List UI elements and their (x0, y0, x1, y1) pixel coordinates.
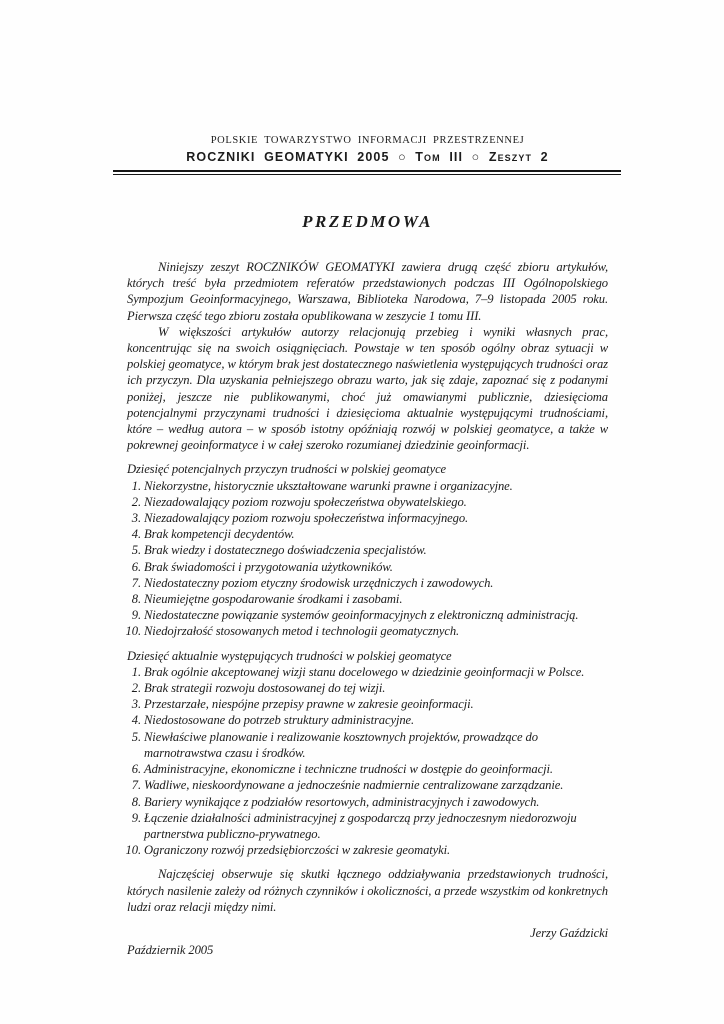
society-name: POLSKIE TOWARZYSTWO INFORMACJI PRZESTRZENNEJ (210, 135, 525, 146)
item-text: Ograniczony rozwój przedsiębiorczości w zakresie geomatyki. (144, 843, 451, 858)
paragraph-closing: Najczęściej obserwuje się skutki łącznego oddziaływania przedstawionych trudności, których nasilenie zależy od różnych czynników i okoliczności, a przede wszystkim od konkretnych ludzi oraz relacji między nimi. (127, 867, 608, 914)
list-item (127, 559, 608, 575)
list-item (127, 494, 608, 510)
item-number: 9. (131, 608, 141, 623)
item-text: Brak ogólnie akceptowanej wizji stanu docelowego w dziedzinie geoinformacji w Polsce. (144, 664, 585, 679)
list-potential-causes (127, 478, 608, 640)
journal-header (127, 135, 608, 175)
item-number: 3. (131, 697, 141, 712)
journal-issue-line: ROCZNIKI GEOMATYKI 2005 ○ Tom III ○ Zeszyt 2 (186, 150, 549, 164)
item-number: 1. (131, 664, 141, 679)
list-heading-potential-causes: Dziesięć potencjalnych przyczyn trudności w polskiej geomatyce (127, 462, 447, 477)
item-text: Bariery wynikające z podziałów resortowych, administracyjnych i zawodowych. (144, 794, 540, 809)
author-signature: Jerzy Gaździcki (530, 925, 608, 940)
list-item (127, 761, 608, 777)
item-number: 6. (131, 762, 141, 777)
list-heading-current-difficulties: Dziesięć aktualnie występujących trudności w polskiej geomatyce (127, 648, 452, 663)
item-number: 1. (131, 478, 141, 493)
item-number: 8. (131, 794, 141, 809)
list-item (127, 842, 608, 858)
item-number: 2. (131, 681, 141, 696)
item-number: 3. (131, 511, 141, 526)
date-line: Październik 2005 (127, 943, 214, 958)
item-text: Niewłaściwe planowanie i realizowanie kosztownych projektów, prowadzące do marnotrawstwa czasu i środków. (144, 729, 538, 760)
item-text: Administracyjne, ekonomiczne i techniczne trudności w dostępie do geoinformacji. (144, 762, 553, 777)
list-item (127, 607, 608, 623)
item-text: Brak wiedzy i dostatecznego doświadczenia specjalistów. (144, 543, 427, 558)
list-item (127, 664, 608, 680)
page-title: PRZEDMOWA (302, 212, 433, 231)
list-item (127, 712, 608, 728)
item-number: 2. (131, 494, 141, 509)
paragraph-intro-1: Niniejszy zeszyt ROCZNIKÓW GEOMATYKI zawiera drugą część zbioru artykułów, których treść była przedmiotem referatów przedstawionych podczas III Ogólnopolskiego Sympozjum Geoinformacyjnego, Warszawa, Biblioteka Narodowa, 7–9 listopada 2005 roku. Pierwsza część tego zbioru została opublikowana w zeszycie 1 tomu III. (127, 260, 608, 323)
item-text: Przestarzałe, niespójne przepisy prawne w zakresie geoinformacji. (144, 697, 474, 712)
list-item (127, 777, 608, 793)
item-number: 7. (131, 778, 141, 793)
list-item (127, 729, 608, 761)
item-text: Niezadowalający poziom rozwoju społeczeństwa obywatelskiego. (144, 494, 467, 509)
paragraph-intro-2: W większości artykułów autorzy relacjonują przebieg i wyniki własnych prac, koncentrując się na swoich osiągnięciach. Powstaje w ten sposób ogólny obraz sytuacji w polskiej geomatyce, w którym brak jest dostatecznego naświetlenia występujących trudności oraz ich przyczyn. Dla uzyskania pełniejszego obrazu warto, jak się zdaje, zapoznać się z podanymi poniżej, jeszcze nie publikowanymi, choć już omawianymi publicznie, dziesięcioma potencjalnymi przyczynami trudności i dziesięcioma aktualnie występującymi trudnościami, które – według autora – w sposób istotny opóźniają rozwój w polskiej geomatyce, a także w pokrewnej geoinformatyce i w całej szeroko rozumianej dziedzinie geoinformacji. (127, 324, 608, 453)
item-text: Łączenie działalności administracyjnej z gospodarczą przy jednoczesnym niedorozwoju partnerstwa publiczno-prywatnego. (144, 810, 577, 841)
list-item (127, 794, 608, 810)
list-section-current-difficulties (127, 648, 608, 859)
list-item (127, 623, 608, 639)
item-number: 5. (131, 729, 141, 744)
item-number: 6. (131, 559, 141, 574)
item-text: Wadliwe, nieskoordynowane a jednocześnie nadmiernie centralizowane zarządzanie. (144, 778, 564, 793)
list-item (127, 526, 608, 542)
list-section-potential-causes (127, 461, 608, 639)
item-number: 10. (125, 624, 141, 639)
item-text: Niedostateczne powiązanie systemów geoinformacyjnych z elektroniczną administracją. (144, 608, 579, 623)
list-item (127, 478, 608, 494)
list-item (127, 510, 608, 526)
item-number: 10. (125, 843, 141, 858)
list-item (127, 542, 608, 558)
item-number: 8. (131, 592, 141, 607)
item-text: Niekorzystne, historycznie ukształtowane warunki prawne i organizacyjne. (144, 478, 513, 493)
item-text: Niezadowalający poziom rozwoju społeczeństwa informacyjnego. (144, 511, 469, 526)
header-double-rule (113, 170, 621, 175)
item-text: Niedostosowane do potrzeb struktury administracyjne. (144, 713, 415, 728)
list-item (127, 575, 608, 591)
item-text: Niedojrzałość stosowanych metod i technologii geomatycznych. (144, 624, 460, 639)
list-item (127, 696, 608, 712)
list-current-difficulties (127, 664, 608, 858)
item-text: Niedostateczny poziom etyczny środowisk urzędniczych i zawodowych. (144, 575, 494, 590)
item-number: 4. (131, 713, 141, 728)
item-text: Brak kompetencji decydentów. (144, 527, 295, 542)
item-number: 9. (131, 810, 141, 825)
item-text: Brak świadomości i przygotowania użytkowników. (144, 559, 393, 574)
list-item (127, 591, 608, 607)
item-number: 5. (131, 543, 141, 558)
list-item (127, 680, 608, 696)
item-number: 4. (131, 527, 141, 542)
item-number: 7. (131, 575, 141, 590)
item-text: Nieumiejętne gospodarowanie środkami i zasobami. (144, 592, 403, 607)
preface-body (127, 259, 608, 958)
item-text: Brak strategii rozwoju dostosowanej do tej wizji. (144, 681, 386, 696)
list-item (127, 810, 608, 842)
